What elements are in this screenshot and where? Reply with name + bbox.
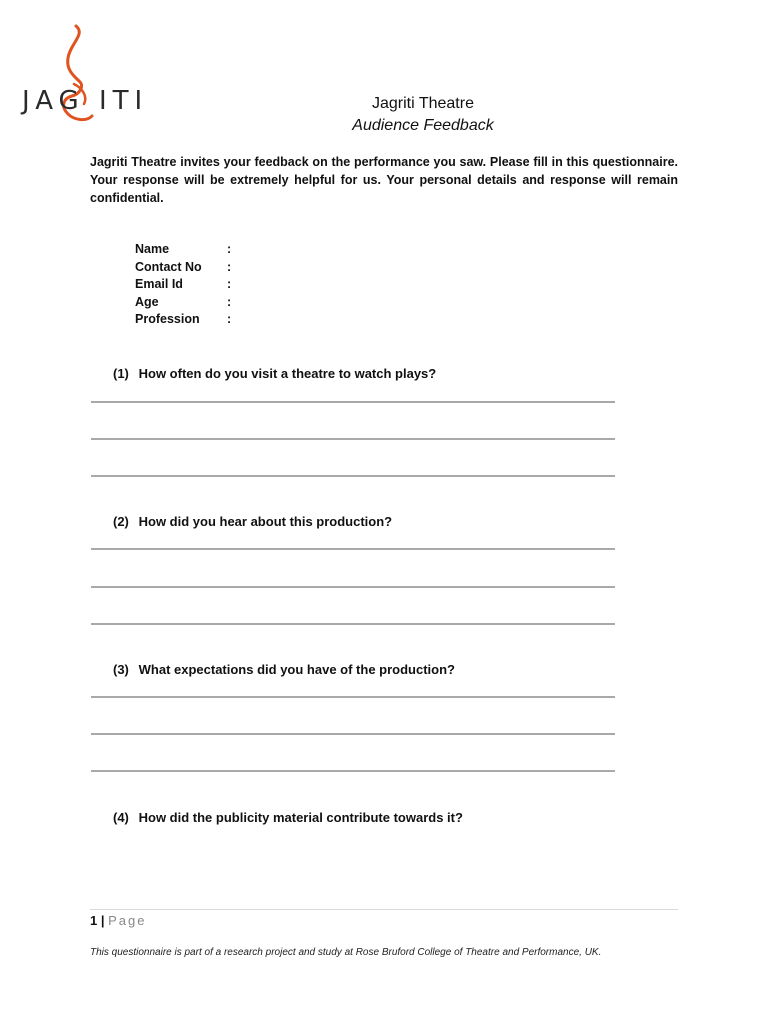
- question-text: What expectations did you have of the production?: [138, 662, 455, 677]
- detail-row-name: [135, 242, 232, 260]
- detail-label: Name: [135, 242, 170, 256]
- page-title: Jagriti Theatre: [372, 95, 474, 112]
- logo-wordmark: JAG ITI: [22, 86, 149, 116]
- answer-line[interactable]: [91, 548, 615, 550]
- answer-line[interactable]: [91, 623, 615, 625]
- question-text: How often do you visit a theatre to watch plays?: [138, 366, 437, 381]
- detail-row-profession: [135, 312, 232, 330]
- answer-line[interactable]: [91, 733, 615, 735]
- question-number: (4): [113, 810, 129, 825]
- question-text: How did the publicity material contribute towards it?: [138, 810, 463, 825]
- intro-paragraph: Jagriti Theatre invites your feedback on the performance you saw. Please fill in this questionnaire. Your response will be extremely helpful for us. Your personal details and response will remain confidential.: [90, 155, 678, 205]
- answer-line[interactable]: [91, 475, 615, 477]
- page-number: [90, 913, 147, 928]
- question-number: (2): [113, 514, 129, 529]
- page-subtitle: Audience Feedback: [352, 117, 494, 134]
- page-number-value: 1: [90, 913, 98, 928]
- detail-row-email: [135, 277, 232, 295]
- answer-line[interactable]: [91, 401, 615, 403]
- detail-colon: :: [227, 259, 232, 274]
- detail-row-contact: [135, 259, 232, 278]
- detail-colon: :: [227, 277, 232, 291]
- detail-colon: :: [227, 312, 232, 326]
- answer-line[interactable]: [91, 696, 615, 698]
- answer-line[interactable]: [91, 438, 615, 440]
- footer-note: This questionnaire is part of a research project and study at Rose Bruford College of Theatre and Performance, UK.: [90, 947, 602, 958]
- detail-label: Email Id: [135, 277, 183, 291]
- answer-line[interactable]: [91, 770, 615, 772]
- question-3: [113, 662, 455, 677]
- answer-line[interactable]: [91, 586, 615, 588]
- question-number: (3): [113, 662, 129, 677]
- footer-divider: [90, 909, 678, 910]
- page-separator: |: [100, 913, 105, 928]
- detail-label: Age: [135, 294, 159, 309]
- detail-colon: :: [227, 242, 232, 256]
- question-text: How did you hear about this production?: [138, 514, 393, 529]
- detail-row-age: [135, 294, 232, 313]
- detail-colon: :: [227, 294, 232, 309]
- detail-label: Contact No: [135, 259, 202, 274]
- detail-label: Profession: [135, 312, 200, 326]
- question-2: [113, 514, 392, 529]
- page-word: Page: [108, 913, 147, 928]
- question-4: [113, 810, 463, 825]
- question-number: (1): [113, 366, 129, 381]
- question-1: [113, 366, 436, 381]
- personal-details: [135, 242, 232, 330]
